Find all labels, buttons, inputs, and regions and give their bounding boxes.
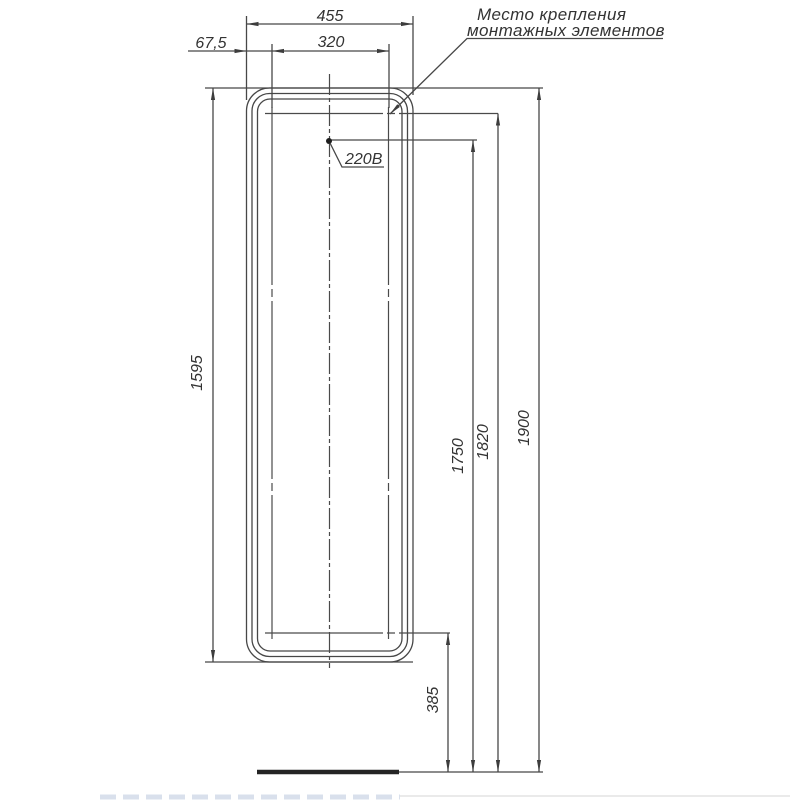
dim-label-385: 385 (425, 686, 442, 714)
arrowhead (471, 760, 475, 772)
arrowhead (537, 760, 541, 772)
arrowhead (247, 22, 259, 26)
arrowhead (211, 88, 215, 100)
dim-label-1595: 1595 (189, 355, 206, 391)
mounting-note-line1: Место крепления (477, 5, 627, 24)
arrowhead (446, 633, 450, 645)
power-label: 220В (345, 151, 383, 168)
mounting-note (390, 5, 665, 114)
arrowhead (272, 49, 284, 53)
arrowhead (496, 114, 500, 126)
dim-label-1820: 1820 (475, 424, 492, 460)
dim-label-455: 455 (316, 8, 344, 25)
arrowhead (377, 49, 389, 53)
mounting-note-line2: монтажных элементов (467, 21, 665, 40)
arrowhead (211, 650, 215, 662)
arrowhead (401, 22, 413, 26)
arrowhead (235, 49, 247, 53)
dim-label-67-5: 67,5 (195, 35, 227, 52)
glass-outline (265, 107, 498, 639)
arrowhead (446, 760, 450, 772)
dim-label-320: 320 (317, 34, 345, 51)
mounting-leader-arrowhead (390, 104, 400, 114)
arrowhead (496, 760, 500, 772)
power-point-dot (326, 138, 332, 144)
power-point (326, 138, 384, 168)
dim-label-1750: 1750 (450, 438, 467, 474)
dim-label-1900: 1900 (516, 410, 533, 446)
arrowhead (471, 140, 475, 152)
mounting-leader-line (390, 39, 663, 115)
arrowhead (537, 88, 541, 100)
cutoff-bottom-band (100, 796, 790, 797)
dimension-lines (188, 22, 541, 772)
